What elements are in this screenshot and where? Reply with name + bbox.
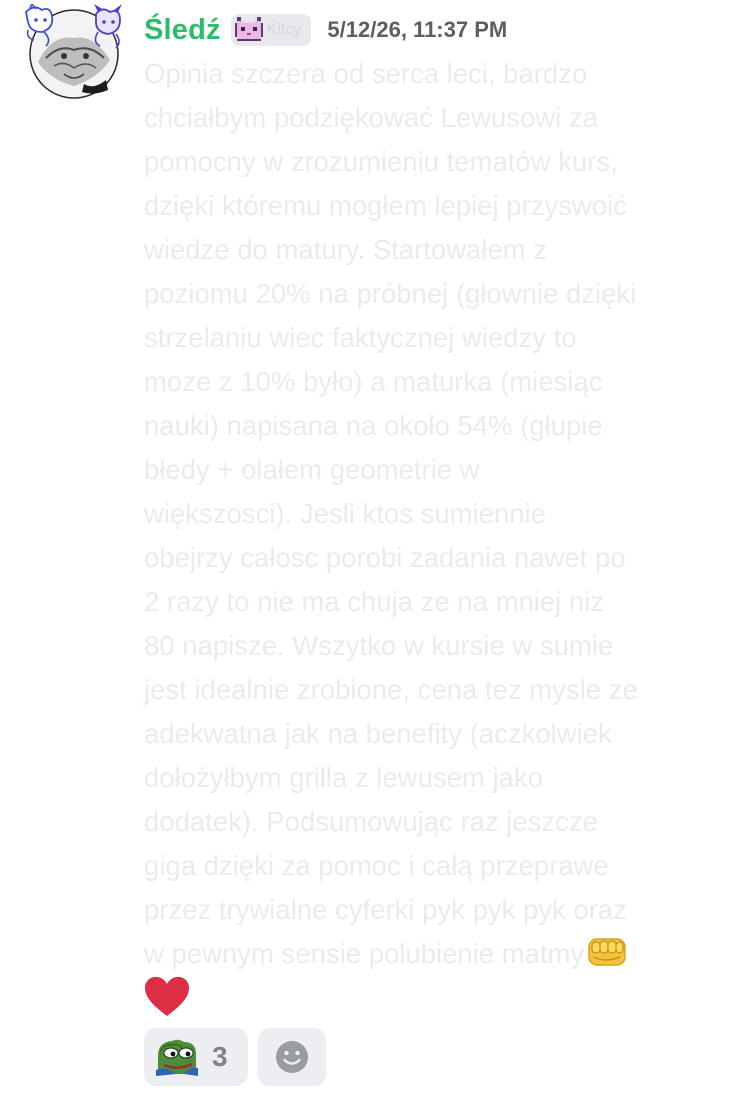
avatar[interactable] bbox=[24, 4, 124, 100]
message-line: większosci). Jesli ktos sumiennie bbox=[144, 498, 546, 529]
message-line: pomocny w zrozumieniu tematów kurs, bbox=[144, 146, 618, 177]
message-line-text: w pewnym sensie polubienie matmy bbox=[144, 938, 585, 969]
author-name[interactable]: Śledź bbox=[144, 13, 221, 46]
message-line: wiedze do matury. Startowałem z bbox=[144, 234, 547, 265]
add-reaction-icon bbox=[274, 1039, 310, 1075]
message-line: 80 napisze. Wszytko w kursie w sumie bbox=[144, 630, 614, 661]
message-line: 2 razy to nie ma chuja ze na mniej niz bbox=[144, 586, 605, 617]
reaction-pepe[interactable] bbox=[144, 1028, 248, 1086]
message-line: dodatek). Podsumowując raz jeszcze bbox=[144, 806, 598, 837]
fist-bump-icon bbox=[586, 933, 630, 969]
fist-bump-emoji[interactable] bbox=[586, 933, 630, 982]
message-line: chciałbym podziękować Lewusowi za bbox=[144, 102, 598, 133]
message-line: dołożyłbym grilla z lewusem jako bbox=[144, 762, 543, 793]
message-content bbox=[144, 52, 704, 976]
message-line: giga dzięki za pomoc i całą przeprawe bbox=[144, 850, 609, 881]
server-tag-label: Kitcy bbox=[266, 21, 302, 38]
server-tag[interactable] bbox=[231, 14, 312, 46]
pixel-cat-icon bbox=[235, 17, 263, 43]
message-line: obejrzy całosc porobi zadania nawet po bbox=[144, 542, 626, 573]
avatar-image bbox=[24, 4, 124, 100]
message-line: poziomu 20% na próbnej (głownie dzięki bbox=[144, 278, 637, 309]
add-reaction-button[interactable] bbox=[258, 1028, 326, 1086]
reactions-bar bbox=[144, 1028, 326, 1086]
message-timestamp[interactable]: 5/12/26, 11:37 PM bbox=[327, 17, 508, 42]
message-line: moze z 10% było) a maturka (miesiąc bbox=[144, 366, 603, 397]
message-line: strzelaniu wiec faktycznej wiedzy to bbox=[144, 322, 577, 353]
message-line: adekwatna jak na benefity (aczkolwiek bbox=[144, 718, 612, 749]
red-heart-icon bbox=[144, 976, 190, 1018]
message-line: przez trywialne cyferki pyk pyk pyk oraz bbox=[144, 894, 627, 925]
message-line: błedy + olałem geometrie w bbox=[144, 454, 480, 485]
red-heart-emoji[interactable] bbox=[144, 976, 190, 1018]
message-header bbox=[144, 10, 507, 50]
reaction-count: 3 bbox=[212, 1041, 228, 1072]
message-line: Opinia szczera od serca leci, bardzo bbox=[144, 58, 588, 89]
message-line: jest idealnie zrobione, cena tez mysle ze bbox=[144, 674, 638, 705]
pepe-frog-icon bbox=[156, 1038, 198, 1076]
message-line: nauki) napisana na około 54% (głupie bbox=[144, 410, 603, 441]
message-line: dzięki któremu mogłem lepiej przyswoić bbox=[144, 190, 627, 221]
message-last-line bbox=[144, 932, 704, 976]
